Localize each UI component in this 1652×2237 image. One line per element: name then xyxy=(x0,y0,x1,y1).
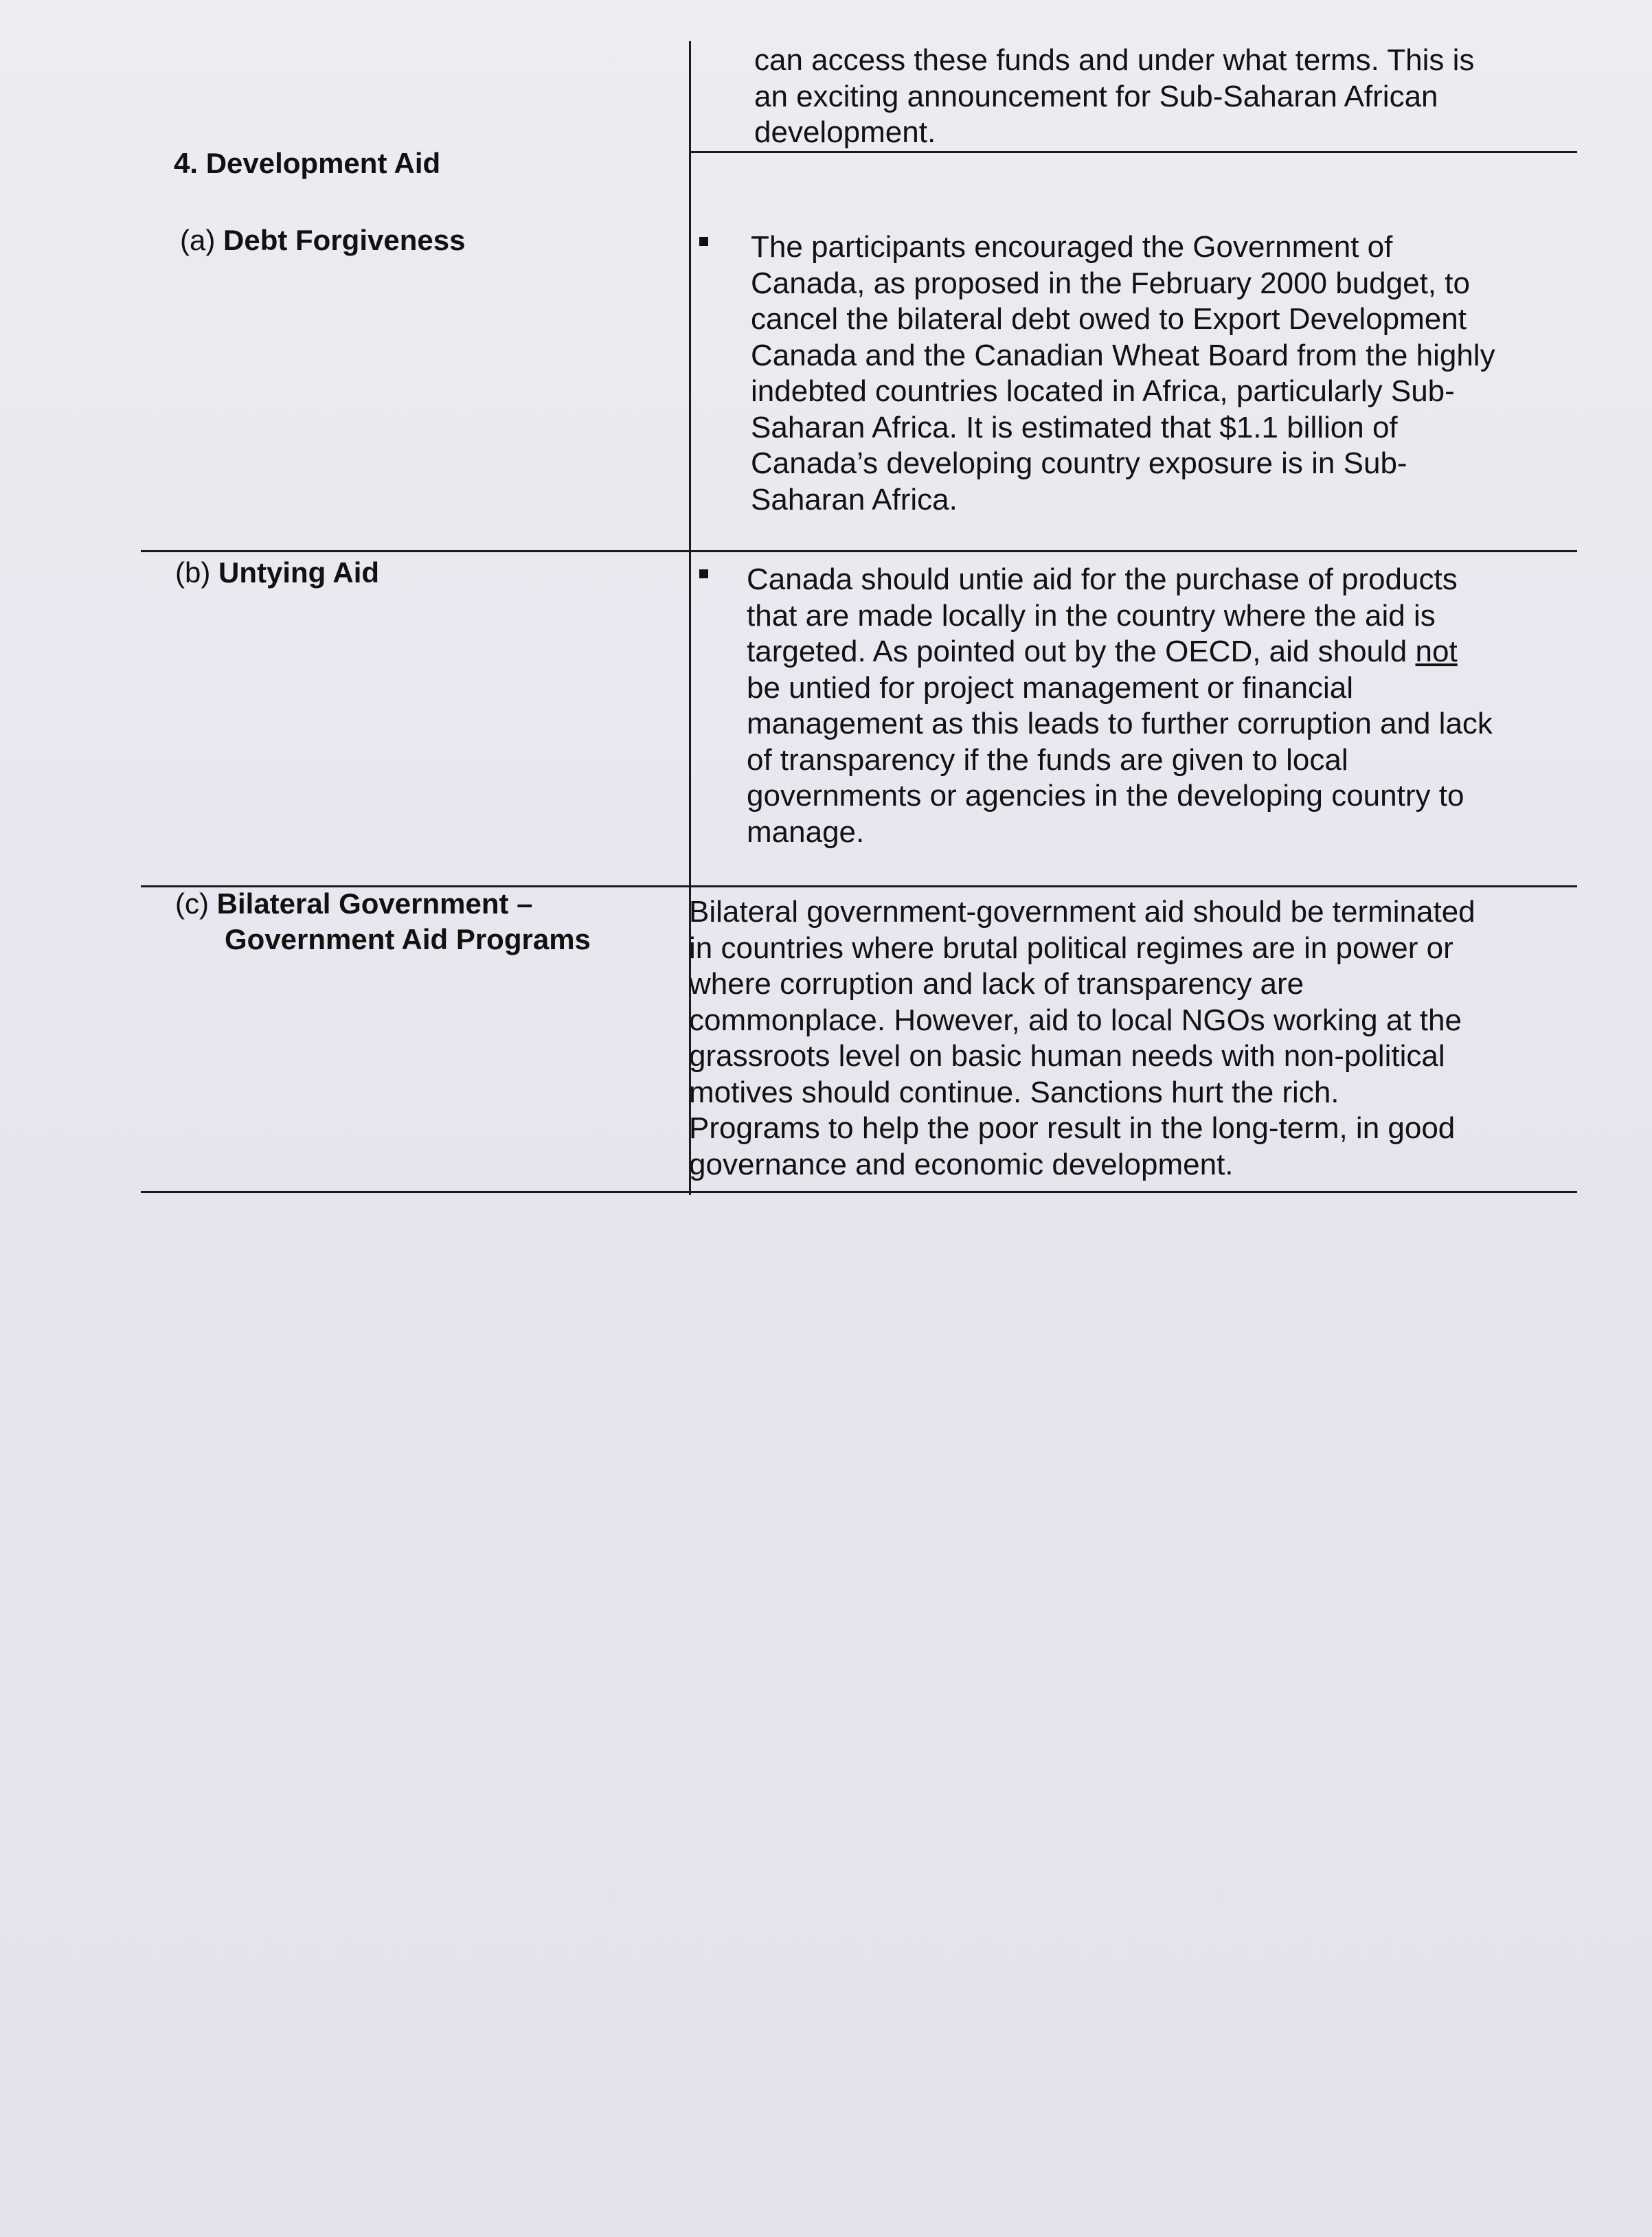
section-number: 4. xyxy=(174,147,199,179)
bullet-icon xyxy=(699,237,708,246)
row-b-text-emphasis: not xyxy=(1415,635,1458,668)
bullet-icon xyxy=(699,569,708,578)
intro-continuation-text: can access these funds and under what terms. This is an exciting announcement for Sub-Saharan African development. xyxy=(754,43,1475,149)
row-divider xyxy=(689,151,1577,153)
row-c-label-line2: Government Aid Programs xyxy=(225,923,591,955)
row-divider xyxy=(141,1191,1577,1193)
row-b-text xyxy=(747,562,1493,850)
section-title: Development Aid xyxy=(205,147,441,179)
row-b-prefix: (b) xyxy=(175,556,211,589)
row-c-text: Bilateral government-government aid should be terminated in countries where brutal political regimes are in power or where corruption and lack of transparency are commonplace. However, aid to local NGOs working at the grassroots level on basic human needs with non-political motives should continue. Sanctions hurt the rich. Programs to help the poor result in the long-term, in good governance and economic development. xyxy=(689,895,1475,1181)
row-a-text: The participants encouraged the Government of Canada, as proposed in the February 2000 budget, to cancel the bilateral debt owed to Export Development Canada and the Canadian Wheat Board from the highly indebted countries located in Africa, particularly Sub- Saharan Africa. It is estimated that $1.1 billion of Canada’s developing country exposure is in Sub- Saharan Africa. xyxy=(751,230,1495,516)
row-b-label: Untying Aid xyxy=(218,556,380,589)
row-c-heading xyxy=(175,886,591,957)
row-a-heading xyxy=(180,223,465,258)
row-c-label-line1: Bilateral Government – xyxy=(216,887,533,920)
row-a-label: Debt Forgiveness xyxy=(223,224,466,256)
section-heading xyxy=(174,146,440,181)
row-divider xyxy=(141,550,1577,552)
row-b-text-after: be untied for project management or financial management as this leads to further corruption and lack of transparency if the funds are given to local governments or agencies in the developing country to manage. xyxy=(747,670,1493,849)
row-a-prefix: (a) xyxy=(180,224,216,256)
row-b-text-before: Canada should untie aid for the purchase of products that are made locally in the country where the aid is targeted. As pointed out by the OECD, aid should xyxy=(747,563,1458,668)
row-b-heading xyxy=(175,555,379,591)
row-c-prefix: (c) xyxy=(175,887,209,920)
